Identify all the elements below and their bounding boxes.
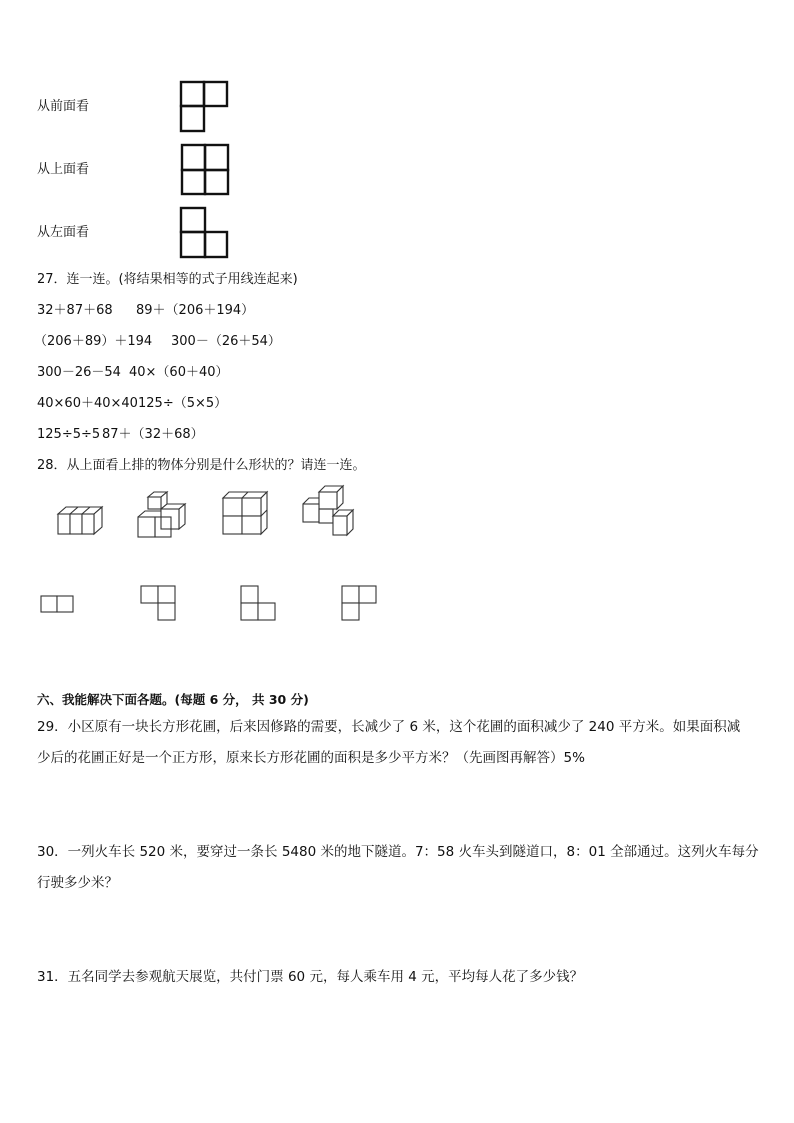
view-label-left: 从左面看 (37, 225, 90, 240)
q27-left-4: 40×60＋40×40 (37, 396, 138, 411)
top-view-option-4-icon (341, 585, 379, 623)
cube-group-2-icon (137, 489, 189, 541)
q27-right-2: 300－（26＋54） (171, 334, 281, 349)
q27-title: 27．连一连。(将结果相等的式子用线连起来) (37, 272, 298, 287)
q27-right-3: 40×（60＋40） (129, 365, 229, 380)
q29-line-1: 29．小区原有一块长方形花圃，后来因修路的需要，长减少了 6 米，这个花圃的面积减少了 240 平方米。如果面积减 (37, 719, 741, 735)
left-view-icon (180, 207, 230, 259)
cube-group-1-icon (56, 500, 106, 540)
q27-left-1: 32＋87＋68 (37, 303, 113, 318)
q27-right-4: 125÷（5×5） (138, 396, 228, 411)
top-view-icon (181, 144, 231, 196)
cube-group-4-icon (301, 483, 357, 539)
q30-line-2: 行驶多少米？ (37, 875, 118, 891)
q29-line-2: 少后的花圃正好是一个正方形，原来长方形花圃的面积是多少平方米？（先画图再解答）5% (37, 750, 585, 766)
view-label-front: 从前面看 (37, 99, 90, 114)
q27-right-1: 89＋（206＋194） (136, 303, 255, 318)
view-label-top: 从上面看 (37, 162, 90, 177)
cube-group-3-icon (221, 490, 271, 536)
front-view-icon (180, 81, 230, 133)
q27-left-5: 125÷5÷5 (37, 427, 101, 442)
top-view-option-2-icon (140, 585, 178, 623)
q27-right-5: 87＋（32＋68） (102, 427, 204, 442)
q31-line-1: 31．五名同学去参观航天展览，共付门票 60 元，每人乘车用 4 元，平均每人花了多少钱？ (37, 969, 584, 985)
top-view-option-3-icon (240, 585, 278, 623)
q30-line-1: 30．一列火车长 520 米，要穿过一条长 5480 米的地下隧道。7：58 火车头到隧道口，8：01 全部通过。这列火车每分 (37, 844, 759, 860)
q28-title: 28．从上面看上排的物体分别是什么形状的？请连一连。 (37, 458, 366, 473)
q27-left-3: 300－26－54 (37, 365, 121, 380)
q27-left-2: （206＋89）＋194 (34, 334, 153, 349)
top-view-option-1-icon (40, 595, 76, 613)
section-6-title: 六、我能解决下面各题。(每题 6 分， 共 30 分) (37, 692, 309, 707)
